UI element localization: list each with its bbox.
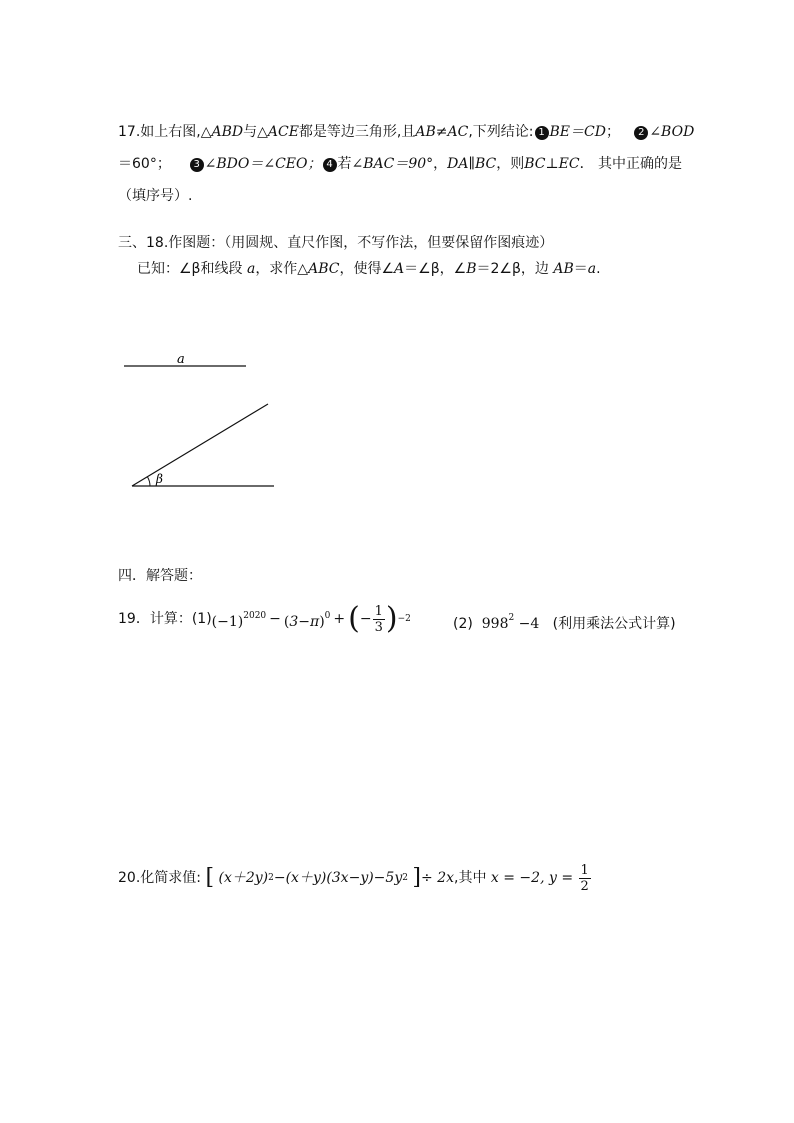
angle-label-beta: β (156, 472, 163, 486)
triangle-abd: △ABD (200, 124, 244, 140)
construction-figure (110, 340, 290, 500)
circled-number-2: 2 (634, 126, 648, 140)
segment-label-a: a (177, 352, 185, 367)
q17-line-3: （填序号）. (118, 188, 193, 204)
fraction-one-half: $\frac{1}{2}$ (580, 862, 589, 894)
q18-given: 已知：∠β和线段 a，求作△ABC，使得∠A＝∠β，∠B＝2∠β，边 AB＝a. (137, 261, 601, 277)
circled-number-4: 4 (323, 158, 337, 172)
condition-ab-ac: AB≠AC (415, 124, 469, 140)
q19-part2: (2) $998^2 -4$ (利用乘法公式计算) (453, 613, 676, 632)
q20: 20.化简求值: [ (x＋2y) 2 −(x＋y)(3x−y)−5y 2 ] ÷ 2x ,其中 x = −2, y = $\frac{1}{2}$ (118, 862, 589, 894)
section-4-header: 四．解答题： (118, 568, 202, 584)
conclusion-3: ∠BDO＝∠CEO； (204, 156, 322, 172)
q17-line-2: ＝60°； 3 ∠BDO＝∠CEO； 4 若∠BAC＝90°，DA∥BC，则BC⊥EC． 其中正确的是 (118, 156, 683, 172)
q18-header: 三、18.作图题：（用圆规、直尺作图，不写作法，但要保留作图痕迹） (118, 235, 554, 251)
term-2: $(3-\pi)^0$ (283, 611, 331, 630)
circled-number-3: 3 (190, 158, 204, 172)
q17-line-1: 17.如上右图,△ABD与△ACE都是等边三角形,且AB≠AC,下列结论: 1 BE＝CD； 2 ∠BOD (118, 124, 695, 140)
circled-number-1: 1 (535, 126, 549, 140)
conclusion-1: BE＝CD (549, 124, 606, 140)
angle-arc (147, 477, 150, 486)
term-1: $(-1)^{2020}$ (211, 611, 267, 630)
angle-ray-slanted (132, 404, 268, 486)
fraction-one-third: $\frac{1}{3}$ (374, 603, 383, 635)
triangle-ace: △ACE (257, 124, 299, 140)
q19-part1: 19．计算： (1) $(-1)^{2020}$ − $(3-\pi)^0$ + ( − $\frac{1}{3}$ ) −2 (118, 601, 411, 636)
conclusion-2: ∠BOD (649, 124, 695, 140)
